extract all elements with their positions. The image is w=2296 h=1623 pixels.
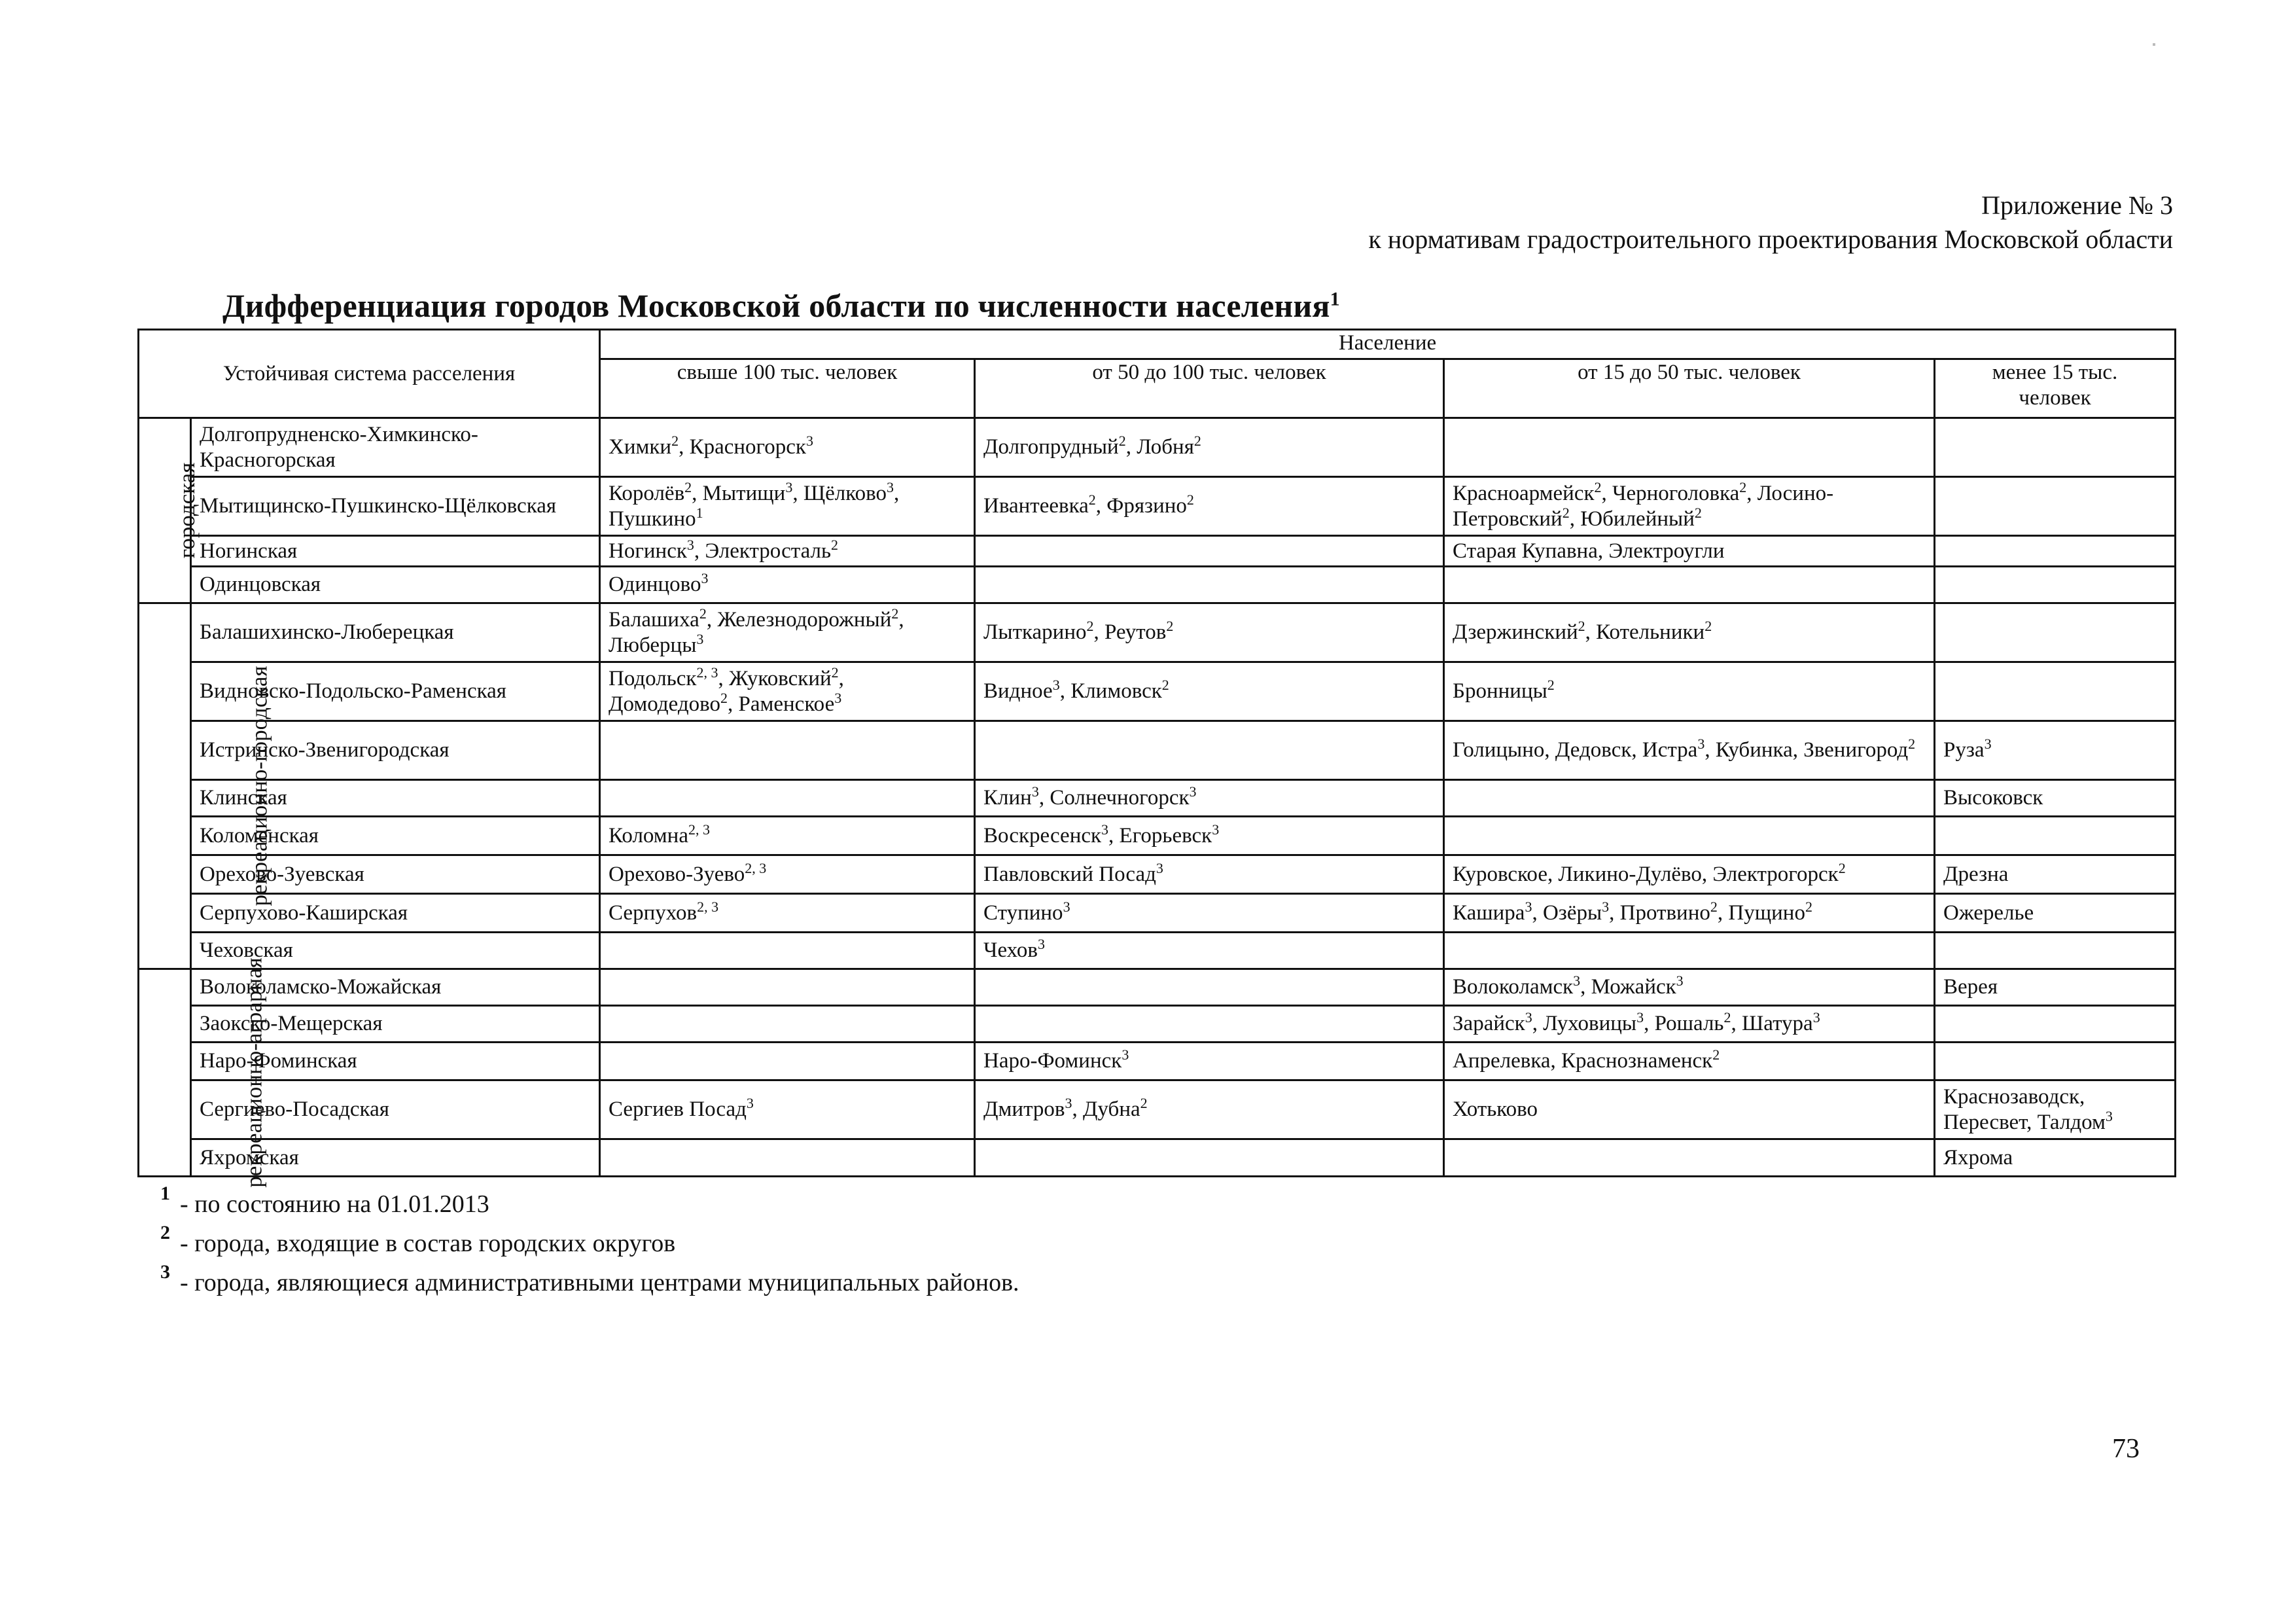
city-name: Солнечногорск xyxy=(1050,786,1190,810)
city-footnote-mark: 3 xyxy=(1697,736,1705,752)
zone-label: рекреационно-аграрная xyxy=(241,957,267,1188)
cities-cell xyxy=(600,969,975,1006)
city-name: Голицыно xyxy=(1453,738,1545,762)
city-footnote-mark: 2 xyxy=(1161,677,1169,693)
city-footnote-mark: 3 xyxy=(2105,1107,2113,1124)
city-name: Реутов xyxy=(1104,620,1167,644)
city-footnote-mark: 3 xyxy=(886,478,894,495)
city-name: Можайск xyxy=(1591,975,1676,999)
city-name: Бронницы xyxy=(1453,679,1547,703)
cities-cell xyxy=(1935,567,2176,603)
page-number: 73 xyxy=(2112,1434,2140,1464)
city-footnote-mark: 2 xyxy=(1739,478,1747,495)
footnote-number: 1 xyxy=(160,1183,170,1204)
cities-cell: Волоколамск$^3$, Можайск$^3$ xyxy=(1444,969,1935,1006)
city-name: Лобня xyxy=(1137,435,1194,459)
cities-cell xyxy=(975,567,1444,603)
city-footnote-mark: 2 xyxy=(891,605,899,622)
city-footnote-mark: 3 xyxy=(1636,1009,1644,1026)
cities-cell: Голицыно, Дедовск, Истра$^3$, Кубинка, Звенигород$^2$ xyxy=(1444,721,1935,780)
city-footnote-mark: 3 xyxy=(785,478,793,495)
cities-cell xyxy=(1935,662,2176,721)
cities-cell xyxy=(1935,855,2176,894)
city-name: Видное xyxy=(983,679,1053,703)
cities-cell: Ногинск$^3$, Электросталь$^2$ xyxy=(600,536,975,567)
city-name: Павловский Посад xyxy=(983,862,1156,886)
zone-label: рекреационно-городская xyxy=(246,665,272,906)
cities-cell: Куровское, Ликино-Дулёво, Электрогорск$^2$ xyxy=(1444,855,1935,894)
city-name: Красноармейск xyxy=(1453,481,1595,505)
city-footnote-mark: 3 xyxy=(805,433,813,449)
city-name: Краснознаменск xyxy=(1561,1049,1713,1073)
city-name: Жуковский xyxy=(728,666,832,690)
title-text: Дифференциация городов Московской области по численности населения xyxy=(222,287,1330,324)
table-row xyxy=(139,894,2176,933)
city-footnote-mark: 2 xyxy=(671,433,679,449)
city-name: Орехово-Зуево xyxy=(609,862,745,886)
cities-cell xyxy=(1444,662,1935,721)
system-name-cell: Мытищинско-Пушкинско-Щёлковская xyxy=(191,477,600,536)
footnote-text: - по состоянию на 01.01.2013 xyxy=(180,1190,489,1218)
cities-cell xyxy=(1935,1006,2176,1043)
under-15k-header: менее 15 тыс. человек xyxy=(1935,359,2176,418)
table-row xyxy=(139,969,2176,1006)
city-name: Верея xyxy=(1943,975,1998,999)
cities-cell xyxy=(1935,969,2176,1006)
city-footnote-mark: 3 xyxy=(1038,936,1045,952)
city-footnote-mark: 3 xyxy=(1189,783,1197,800)
15-50k-header: от 15 до 50 тыс. человек xyxy=(1444,359,1935,418)
cities-cell xyxy=(1444,933,1935,969)
city-footnote-mark: 3 xyxy=(1525,898,1532,915)
system-name-cell: Балашихинско-Люберецкая xyxy=(191,603,600,662)
cities-cell xyxy=(1444,418,1935,477)
city-name: Лосино-Петровский xyxy=(1453,481,1834,531)
cities-cell xyxy=(1444,567,1935,603)
city-footnote-mark: 3 xyxy=(1984,736,1992,752)
city-name: Озёры xyxy=(1542,901,1602,925)
city-name: Шатура xyxy=(1741,1012,1813,1035)
city-footnote-mark: 2 xyxy=(1088,491,1096,508)
city-footnote-mark: 2 xyxy=(1710,898,1718,915)
system-name-cell: Коломенская xyxy=(191,817,600,855)
cities-cell: Апрелевка, Краснознаменск$^2$ xyxy=(1444,1043,1935,1080)
footnote-number: 3 xyxy=(160,1261,170,1283)
city-footnote-mark: 3 xyxy=(1676,972,1684,989)
over-100k-header: свыше 100 тыс. человек xyxy=(600,359,975,418)
footnote xyxy=(160,1224,1019,1263)
system-name-cell: Серпухово-Каширская xyxy=(191,894,600,933)
system-name-cell: Видновско-Подольско-Раменская xyxy=(191,662,600,721)
city-name: Дмитров xyxy=(983,1097,1065,1121)
cities-cell: Краснозаводск, Пересвет, Талдом$^3$ xyxy=(1935,1080,2176,1139)
city-footnote-mark: 2 xyxy=(1166,618,1174,634)
cities-cell xyxy=(600,1139,975,1177)
cities-cell: Химки$^2$, Красногорск$^3$ xyxy=(600,418,975,477)
city-name: Серпухов xyxy=(609,901,698,925)
city-name: Щёлково xyxy=(803,481,887,505)
city-footnote-mark: 3 xyxy=(1063,898,1070,915)
city-name: Дзержинский xyxy=(1453,620,1578,644)
appendix-reference: к нормативам градостроительного проектирования Московской области xyxy=(1368,224,2173,254)
cities-cell xyxy=(1935,477,2176,536)
city-name: Долгопрудный xyxy=(983,435,1119,459)
cities-cell: Лыткарино$^2$, Реутов$^2$ xyxy=(975,603,1444,662)
city-name: Черноголовка xyxy=(1612,481,1740,505)
table-row xyxy=(139,817,2176,855)
table-row xyxy=(139,1080,2176,1139)
city-name: Королёв xyxy=(609,481,685,505)
cities-cell xyxy=(1935,721,2176,780)
cities-cell xyxy=(1935,817,2176,855)
city-footnote-mark: 2 xyxy=(831,664,839,681)
cities-cell: Дзержинский$^2$, Котельники$^2$ xyxy=(1444,603,1935,662)
cities-cell xyxy=(1444,1139,1935,1177)
table-row xyxy=(139,567,2176,603)
footnote xyxy=(160,1185,1019,1224)
cities-cell: Красноармейск$^2$, Черноголовка$^2$, Лосино-Петровский$^2$, Юбилейный$^2$ xyxy=(1444,477,1935,536)
cities-cell xyxy=(600,894,975,933)
city-name: Одинцово xyxy=(609,573,701,596)
city-name: Рошаль xyxy=(1654,1012,1724,1035)
cities-cell xyxy=(1935,1043,2176,1080)
cities-cell xyxy=(1935,1139,2176,1177)
population-header: Население xyxy=(600,330,2176,359)
cities-cell: Видное$^3$, Климовск$^2$ xyxy=(975,662,1444,721)
city-footnote-mark: 2 xyxy=(1186,491,1194,508)
footnote-text: - города, являющиеся административными центрами муниципальных районов. xyxy=(180,1269,1019,1296)
city-name: Ивантеевка xyxy=(983,494,1089,518)
city-footnote-mark: 2 xyxy=(720,689,728,706)
city-name: Яхрома xyxy=(1943,1145,2013,1169)
city-name: Куровское xyxy=(1453,862,1547,886)
system-name-cell: Одинцовская xyxy=(191,567,600,603)
footnotes xyxy=(160,1185,1019,1302)
city-name: Химки xyxy=(609,435,672,459)
50-100k-header: от 50 до 100 тыс. человек xyxy=(975,359,1444,418)
zone-label: городская xyxy=(174,462,200,558)
city-name: Климовск xyxy=(1070,679,1162,703)
cities-cell: Долгопрудный$^2$, Лобня$^2$ xyxy=(975,418,1444,477)
city-name: Фрязино xyxy=(1106,494,1187,518)
cities-cell xyxy=(1444,817,1935,855)
city-name: Протвино xyxy=(1619,901,1710,925)
city-footnote-mark: 2 xyxy=(1704,618,1712,634)
city-footnote-mark: 3 xyxy=(1156,859,1163,876)
city-footnote-mark: 2 xyxy=(1547,677,1555,693)
city-name: Кубинка xyxy=(1715,738,1793,762)
city-name: Ликино-Дулёво xyxy=(1558,862,1702,886)
cities-cell xyxy=(1935,418,2176,477)
city-name: Железнодорожный xyxy=(717,607,892,632)
system-name-cell: Заокско-Мещерская xyxy=(191,1006,600,1043)
cities-cell: Дмитров$^3$, Дубна$^2$ xyxy=(975,1080,1444,1139)
city-name: Ожерелье xyxy=(1943,901,2034,925)
cities-cell xyxy=(600,721,975,780)
city-footnote-mark: 2 xyxy=(1838,859,1846,876)
footnote-text: - города, входящие в состав городских округов xyxy=(180,1230,676,1257)
cities-cell xyxy=(1935,780,2176,817)
city-name: Волоколамск xyxy=(1453,975,1574,999)
cities-cell xyxy=(975,933,1444,969)
city-footnote-mark: 3 xyxy=(1525,1009,1532,1026)
city-name: Домодедово xyxy=(609,692,720,716)
city-footnote-mark: 2 xyxy=(1908,736,1916,752)
city-name: Луховицы xyxy=(1543,1012,1637,1035)
city-footnote-mark: 2 xyxy=(1723,1009,1731,1026)
cities-cell xyxy=(600,1006,975,1043)
cities-cell: Клин$^3$, Солнечногорск$^3$ xyxy=(975,780,1444,817)
city-footnote-mark: 3 xyxy=(1812,1009,1820,1026)
system-name-cell: Орехово-Зуевская xyxy=(191,855,600,894)
system-name-cell: Яхромская xyxy=(191,1139,600,1177)
table-row xyxy=(139,721,2176,780)
city-name: Пересвет xyxy=(1943,1110,2027,1134)
cities-cell xyxy=(600,1043,975,1080)
city-name: Апрелевка xyxy=(1453,1049,1551,1073)
page-title xyxy=(222,287,1340,325)
system-name-cell: Волоколамско-Можайская xyxy=(191,969,600,1006)
system-name-cell: Ногинская xyxy=(191,536,600,567)
cities-cell: Зарайск$^3$, Луховицы$^3$, Рошаль$^2$, Шатура$^3$ xyxy=(1444,1006,1935,1043)
title-footnote-mark: 1 xyxy=(1330,288,1340,310)
table-body xyxy=(139,418,2176,1188)
city-footnote-mark: 3 xyxy=(696,630,704,647)
zone-cell xyxy=(139,418,200,603)
city-name: Лыткарино xyxy=(983,620,1087,644)
cities-cell xyxy=(1935,894,2176,933)
cities-cell xyxy=(600,567,975,603)
city-name: Люберцы xyxy=(609,633,697,657)
city-name: Дедовск xyxy=(1555,738,1632,762)
city-differentiation-table xyxy=(137,329,2176,1188)
city-footnote-mark: 3 xyxy=(1101,821,1109,838)
city-footnote-mark: 2 xyxy=(684,478,692,495)
cities-cell xyxy=(600,780,975,817)
appendix-number: Приложение № 3 xyxy=(1981,190,2173,220)
city-name: Дубна xyxy=(1082,1097,1140,1121)
city-name: Балашиха xyxy=(609,607,699,632)
cities-cell xyxy=(975,894,1444,933)
city-footnote-mark: 2, 3 xyxy=(697,898,719,915)
footnote xyxy=(160,1263,1019,1302)
city-footnote-mark: 2, 3 xyxy=(688,821,710,838)
cities-cell xyxy=(975,1139,1444,1177)
cities-cell xyxy=(975,1043,1444,1080)
city-name: Подольск xyxy=(609,666,697,690)
city-name: Талдом xyxy=(2037,1110,2106,1134)
city-footnote-mark: 1 xyxy=(696,504,703,521)
city-name: Раменское xyxy=(738,692,835,716)
city-footnote-mark: 3 xyxy=(1122,1046,1129,1063)
city-name: Истра xyxy=(1642,738,1698,762)
table-row xyxy=(139,536,2176,567)
system-name-cell: Истринско-Звенигородская xyxy=(191,721,600,780)
city-name: Хотьково xyxy=(1453,1097,1538,1121)
cities-cell xyxy=(1935,603,2176,662)
city-footnote-mark: 3 xyxy=(1065,1095,1072,1111)
city-name: Звенигород xyxy=(1803,738,1909,762)
table-row xyxy=(139,1139,2176,1177)
city-name: Егорьевск xyxy=(1119,823,1212,847)
city-footnote-mark: 2, 3 xyxy=(696,664,718,681)
city-name: Мытищи xyxy=(702,481,786,505)
city-name: Клин xyxy=(983,786,1032,810)
cities-cell xyxy=(975,536,1444,567)
table-row xyxy=(139,418,2176,477)
cities-cell xyxy=(1444,1080,1935,1139)
city-name: Пущино xyxy=(1728,901,1805,925)
city-footnote-mark: 3 xyxy=(1212,821,1220,838)
appendix-header xyxy=(1368,188,2173,257)
city-name: Пушкино xyxy=(609,507,696,531)
city-footnote-mark: 3 xyxy=(1573,972,1581,989)
table-row xyxy=(139,780,2176,817)
city-footnote-mark: 3 xyxy=(1031,783,1039,800)
system-name-cell: Наро-Фоминская xyxy=(191,1043,600,1080)
city-footnote-mark: 2 xyxy=(1118,433,1126,449)
cities-cell xyxy=(975,721,1444,780)
table-row xyxy=(139,603,2176,662)
table-row xyxy=(139,933,2176,969)
city-name: Воскресенск xyxy=(983,823,1102,847)
city-name: Руза xyxy=(1943,738,1985,762)
city-footnote-mark: 2 xyxy=(1594,478,1602,495)
city-name: Коломна xyxy=(609,823,688,847)
city-footnote-mark: 3 xyxy=(1602,898,1610,915)
city-name: Высоковск xyxy=(1943,786,2043,810)
cities-cell xyxy=(1444,780,1935,817)
city-footnote-mark: 2 xyxy=(1578,618,1585,634)
cities-cell xyxy=(600,1080,975,1139)
cities-cell xyxy=(1935,933,2176,969)
cities-cell xyxy=(975,969,1444,1006)
city-footnote-mark: 2 xyxy=(1086,618,1094,634)
city-name: Электрогорск xyxy=(1712,862,1839,886)
city-name: Ступино xyxy=(983,901,1063,925)
table-row xyxy=(139,662,2176,721)
cities-cell xyxy=(975,1006,1444,1043)
system-name-cell: Сергиево-Посадская xyxy=(191,1080,600,1139)
city-name: Чехов xyxy=(983,938,1038,962)
footnote-number: 2 xyxy=(160,1222,170,1243)
city-name: Наро-Фоминск xyxy=(983,1049,1122,1073)
cities-cell: Королёв$^2$, Мытищи$^3$, Щёлково$^3$, Пушкино$^1$ xyxy=(600,477,975,536)
city-footnote-mark: 3 xyxy=(1052,677,1060,693)
city-name: Сергиев Посад xyxy=(609,1097,747,1121)
cities-cell: Кашира$^3$, Озёры$^3$, Протвино$^2$, Пущино$^2$ xyxy=(1444,894,1935,933)
cities-cell: Воскресенск$^3$, Егорьевск$^3$ xyxy=(975,817,1444,855)
system-name-cell: Клинская xyxy=(191,780,600,817)
city-name: Электросталь xyxy=(705,539,832,563)
city-name: Кашира xyxy=(1453,901,1525,925)
city-name: Краснозаводск xyxy=(1943,1084,2080,1109)
city-name: Старая Купавна xyxy=(1453,539,1598,563)
city-footnote-mark: 2 xyxy=(1694,504,1702,521)
city-name: Красногорск xyxy=(689,435,806,459)
city-footnote-mark: 2 xyxy=(699,605,707,622)
cities-cell xyxy=(975,855,1444,894)
city-footnote-mark: 2 xyxy=(1193,433,1201,449)
cities-cell: Ивантеевка$^2$, Фрязино$^2$ xyxy=(975,477,1444,536)
cities-cell xyxy=(600,817,975,855)
city-footnote-mark: 3 xyxy=(834,689,842,706)
table-row xyxy=(139,477,2176,536)
city-name: Юбилейный xyxy=(1580,507,1695,531)
system-name-cell: Чеховская xyxy=(191,933,600,969)
city-footnote-mark: 2 xyxy=(1805,898,1812,915)
city-footnote-mark: 2 xyxy=(1562,504,1570,521)
city-name: Ногинск xyxy=(609,539,687,563)
table-row xyxy=(139,1006,2176,1043)
cities-cell: Балашиха$^2$, Железнодорожный$^2$, Люберцы$^3$ xyxy=(600,603,975,662)
city-footnote-mark: 3 xyxy=(686,536,694,553)
table-row xyxy=(139,1043,2176,1080)
city-name: Дрезна xyxy=(1943,862,2009,886)
cities-cell xyxy=(600,855,975,894)
city-name: Электроугли xyxy=(1608,539,1725,563)
cities-cell: Старая Купавна, Электроугли xyxy=(1444,536,1935,567)
city-footnote-mark: 3 xyxy=(701,570,709,586)
city-footnote-mark: 2 xyxy=(1140,1095,1148,1111)
city-footnote-mark: 2 xyxy=(1712,1046,1720,1063)
system-column-header: Устойчивая система расселения xyxy=(139,330,600,418)
table-row xyxy=(139,855,2176,894)
city-name: Котельники xyxy=(1596,620,1705,644)
city-footnote-mark: 3 xyxy=(746,1095,754,1111)
cities-cell xyxy=(1935,536,2176,567)
scan-dot xyxy=(2153,43,2155,46)
city-footnote-mark: 2 xyxy=(831,536,839,553)
city-name: Зарайск xyxy=(1453,1012,1525,1035)
cities-cell xyxy=(600,933,975,969)
cities-cell: Подольск$^{2, 3}$, Жуковский$^2$, Домодедово$^2$, Раменское$^3$ xyxy=(600,662,975,721)
city-footnote-mark: 2, 3 xyxy=(745,859,767,876)
system-name-cell: Долгопрудненско-Химкинско-Красногорская xyxy=(191,418,600,477)
